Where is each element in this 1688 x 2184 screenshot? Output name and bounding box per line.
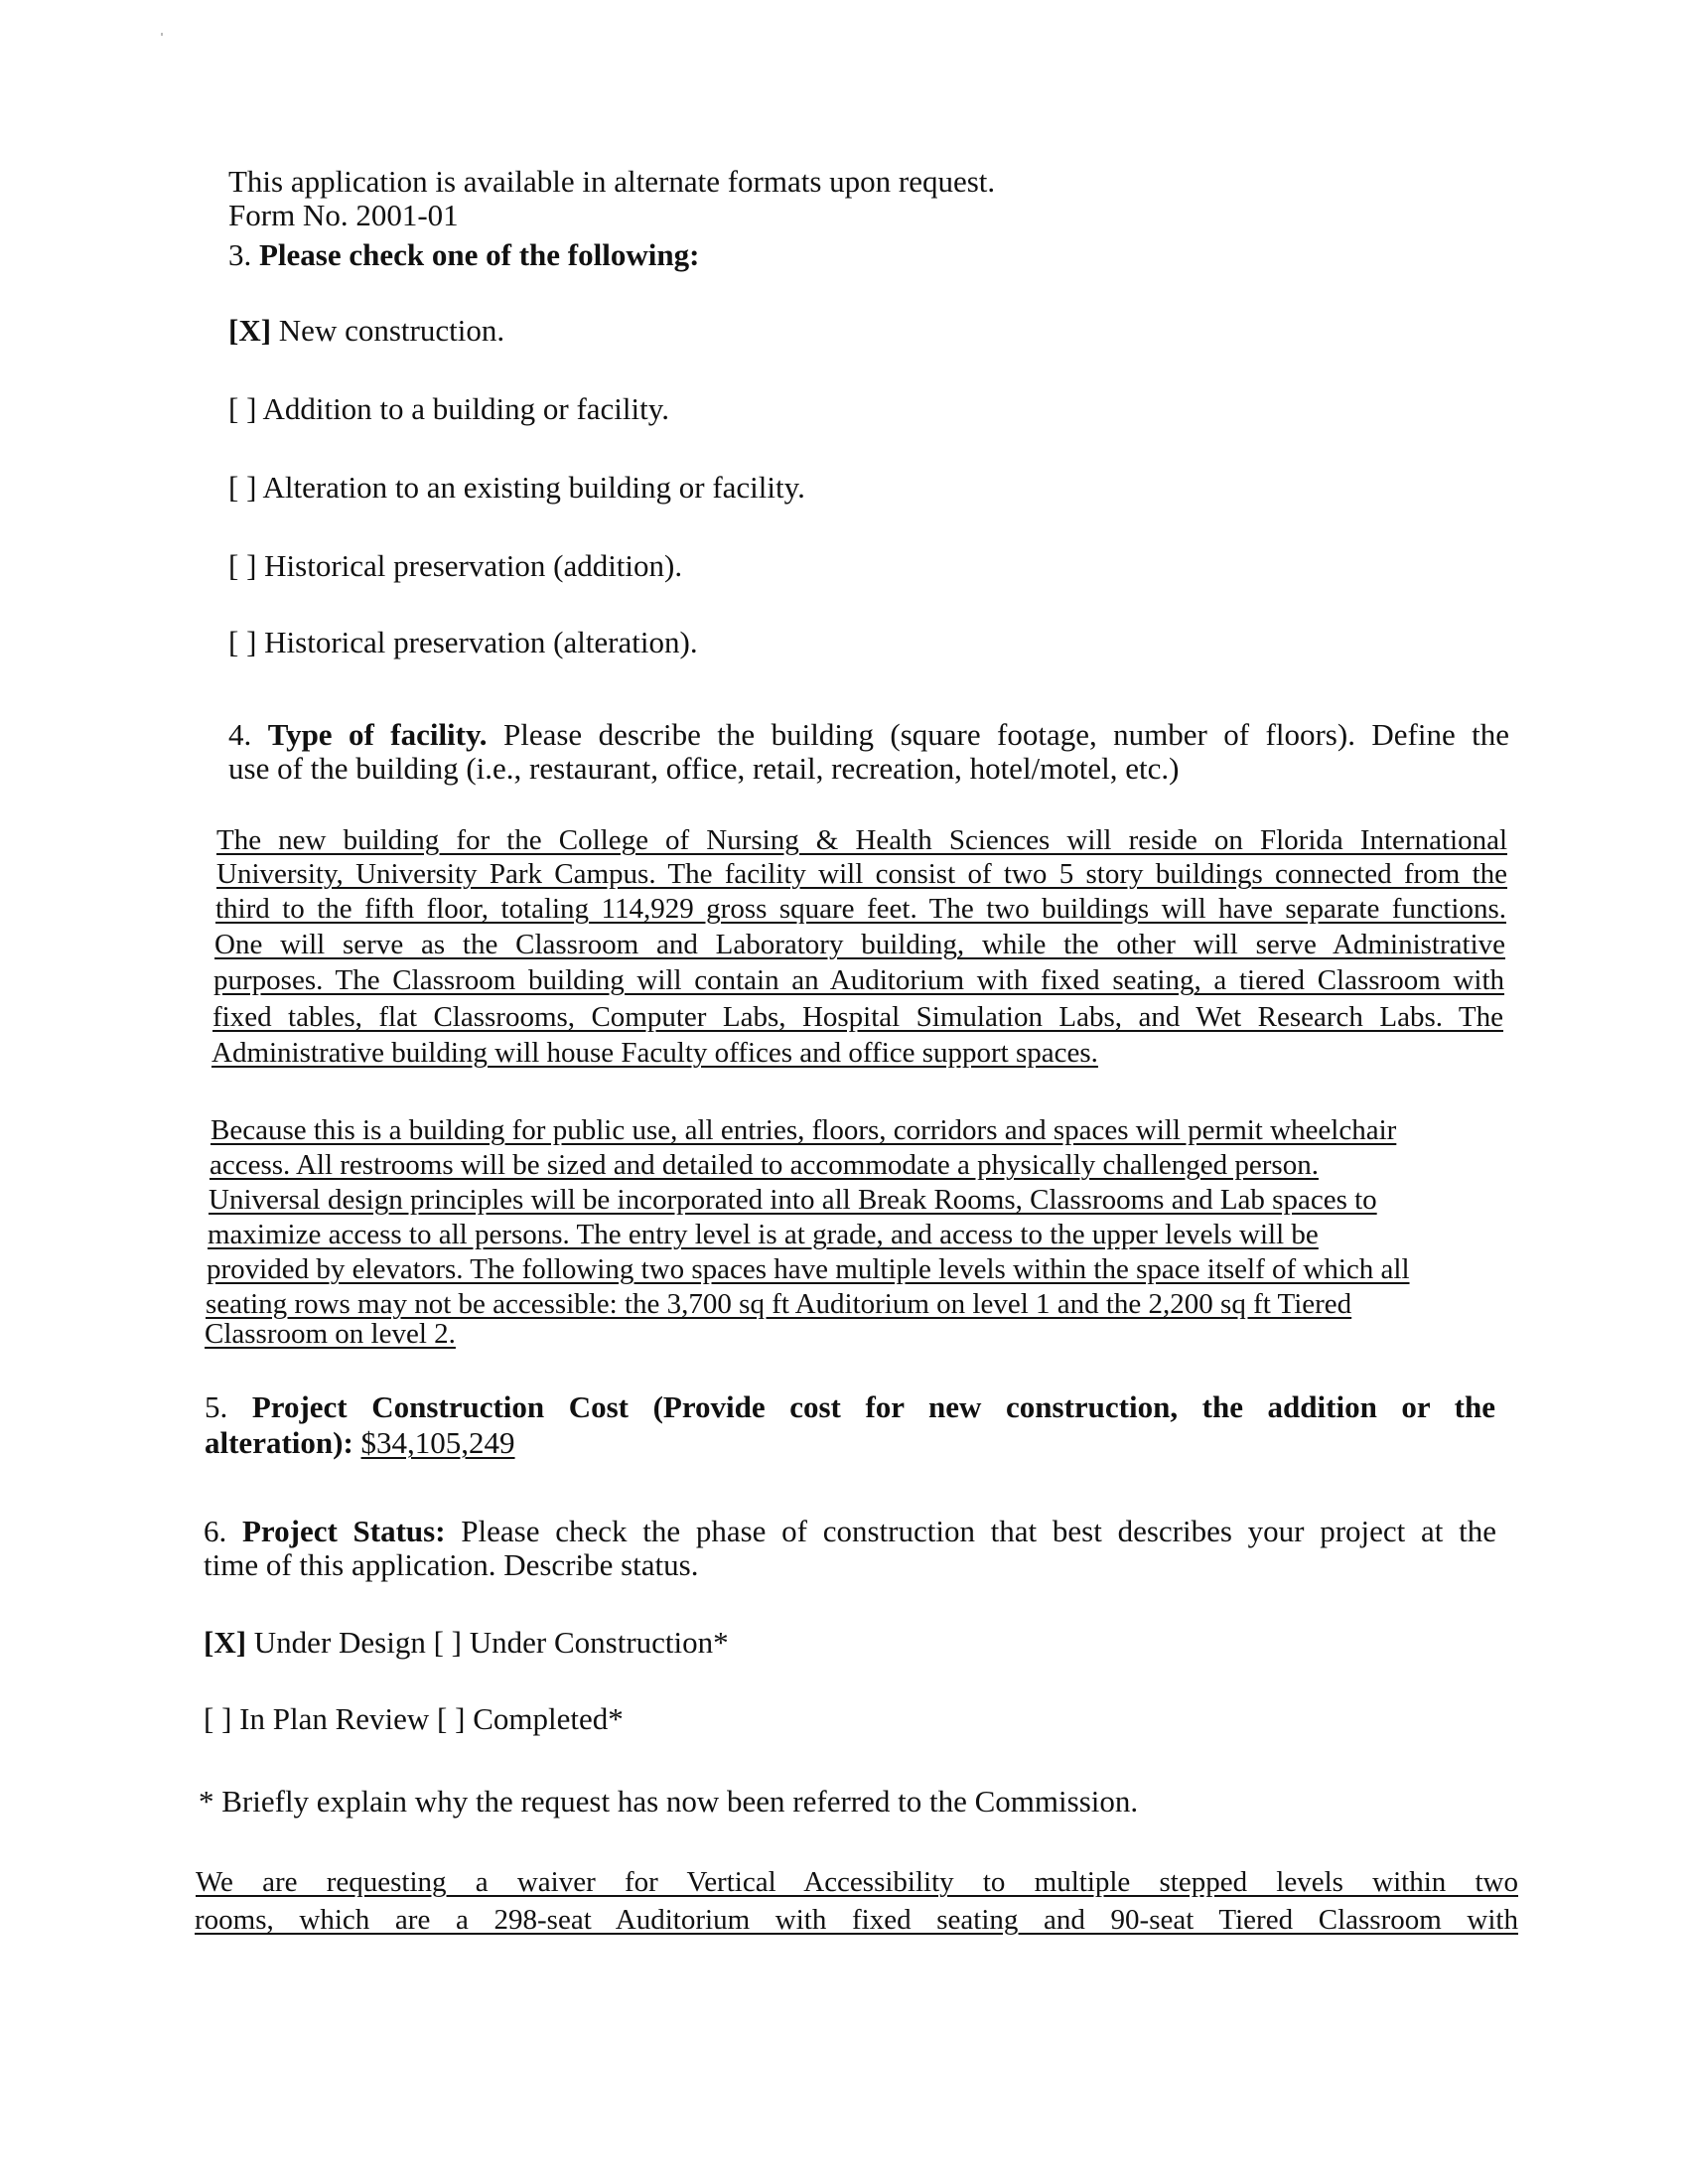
q4-number: 4. [228, 717, 252, 752]
checkbox-mark[interactable]: [X] [204, 1625, 247, 1660]
q4-answer-p1-line: purposes. The Classroom building will contain an Auditorium with fixed seating, a tiered Classroom with [213, 964, 1504, 996]
q6-heading-line1 [204, 1514, 1496, 1549]
option-label: Historical preservation (addition). [264, 548, 683, 583]
q4-answer-p2-line: Classroom on level 2. [205, 1318, 456, 1350]
q6-status-row2 [204, 1701, 624, 1737]
q4-answer-p1-line: The new building for the College of Nursing & Health Sciences will reside on Florida International [216, 824, 1507, 856]
q3-option-historical-alteration[interactable] [228, 625, 698, 660]
q5-heading-line1 [205, 1389, 1495, 1425]
q3-prompt: Please check one of the following: [259, 237, 700, 272]
option-label: Historical preservation (alteration). [264, 625, 698, 659]
q5-number: 5. [205, 1389, 228, 1424]
q6-answer-line: We are requesting a waiver for Vertical Accessibility to multiple stepped levels within two [196, 1866, 1518, 1898]
q5-heading-line2 [205, 1425, 515, 1461]
q6-title: Project Status: [241, 1514, 446, 1548]
q4-prompt-line2: use of the building (i.e., restaurant, office, retail, recreation, hotel/motel, etc.) [228, 751, 1180, 786]
option-label: Addition to a building or facility. [262, 391, 669, 426]
q4-answer-p2-line: provided by elevators. The following two spaces have multiple levels within the space itself of which all [207, 1253, 1410, 1285]
option-label: Under Design [253, 1625, 426, 1660]
q6-status-row1 [204, 1625, 729, 1661]
form-number: Form No. 2001-01 [228, 198, 459, 232]
q6-footnote: * Briefly explain why the request has now been referred to the Commission. [199, 1784, 1139, 1819]
q3-option-new-construction[interactable] [228, 313, 504, 349]
q3-number: 3. [228, 237, 252, 272]
option-label: Under Construction* [469, 1625, 729, 1660]
checkbox-mark[interactable]: [ ] [433, 1625, 462, 1660]
status-option-under-design[interactable] [204, 1625, 434, 1660]
option-label: New construction. [278, 313, 505, 348]
option-label: In Plan Review [239, 1701, 430, 1736]
scan-speck [161, 33, 163, 36]
checkbox-mark[interactable]: [ ] [228, 548, 257, 583]
q4-answer-p2-line: Universal design principles will be incorporated into all Break Rooms, Classrooms and Lab spaces to [209, 1184, 1377, 1216]
option-label: Completed* [473, 1701, 624, 1736]
availability-note: This application is available in alternate formats upon request. [228, 164, 996, 199]
checkbox-mark[interactable]: [ ] [204, 1701, 232, 1736]
status-option-completed[interactable] [437, 1701, 624, 1736]
status-option-under-construction[interactable] [434, 1625, 729, 1660]
q5-line1: Project Construction Cost (Provide cost for new construction, the addition or the [251, 1389, 1496, 1424]
checkbox-mark[interactable]: [ ] [228, 625, 257, 659]
checkbox-mark[interactable]: [ ] [228, 391, 257, 426]
q4-answer-p2-line: Because this is a building for public use, all entries, floors, corridors and spaces will permit wheelchair [211, 1114, 1397, 1146]
checkbox-mark[interactable]: [ ] [437, 1701, 466, 1736]
q3-heading [228, 237, 699, 273]
q3-option-addition[interactable] [228, 391, 669, 427]
q6-prompt-line1: Please check the phase of construction that best describes your project at the [461, 1514, 1496, 1548]
q5-cost-value: $34,105,249 [360, 1425, 515, 1460]
q4-answer-p1-line: One will serve as the Classroom and Laboratory building, while the other will serve Administrative [214, 929, 1505, 960]
q4-prompt-line1: Please describe the building (square footage, number of floors). Define the [502, 717, 1510, 752]
q4-answer-p2-line: seating rows may not be accessible: the 3,700 sq ft Auditorium on level 1 and the 2,200 sq ft Tiered [206, 1288, 1352, 1320]
q6-prompt-line2: time of this application. Describe status. [204, 1547, 699, 1582]
checkbox-mark[interactable]: [ ] [228, 470, 257, 505]
q5-line2: alteration): [205, 1425, 353, 1460]
q4-answer-p1-line: Administrative building will house Faculty offices and office support spaces. [211, 1037, 1098, 1069]
q3-option-alteration[interactable] [228, 470, 805, 506]
q4-answer-p2-line: access. All restrooms will be sized and detailed to accommodate a physically challenged person. [210, 1149, 1319, 1181]
q4-answer-p1-line: third to the fifth floor, totaling 114,929 gross square feet. The two buildings will have separate functions. [215, 893, 1506, 925]
q6-number: 6. [204, 1514, 227, 1548]
q4-answer-p1-line: fixed tables, flat Classrooms, Computer Labs, Hospital Simulation Labs, and Wet Research Labs. The [212, 1001, 1503, 1033]
checkbox-mark[interactable]: [X] [228, 313, 272, 348]
q3-option-historical-addition[interactable] [228, 548, 682, 584]
q4-answer-p1-line: University, University Park Campus. The facility will consist of two 5 story buildings connected from the [216, 858, 1507, 890]
option-label: Alteration to an existing building or facility. [262, 470, 805, 505]
q4-heading-line1 [228, 717, 1509, 753]
q4-title: Type of facility. [267, 717, 488, 752]
status-option-in-plan-review[interactable] [204, 1701, 437, 1736]
q6-answer-line: rooms, which are a 298-seat Auditorium with fixed seating and 90-seat Tiered Classroom with [195, 1904, 1518, 1936]
q4-answer-p2-line: maximize access to all persons. The entry level is at grade, and access to the upper levels will be [208, 1219, 1319, 1250]
